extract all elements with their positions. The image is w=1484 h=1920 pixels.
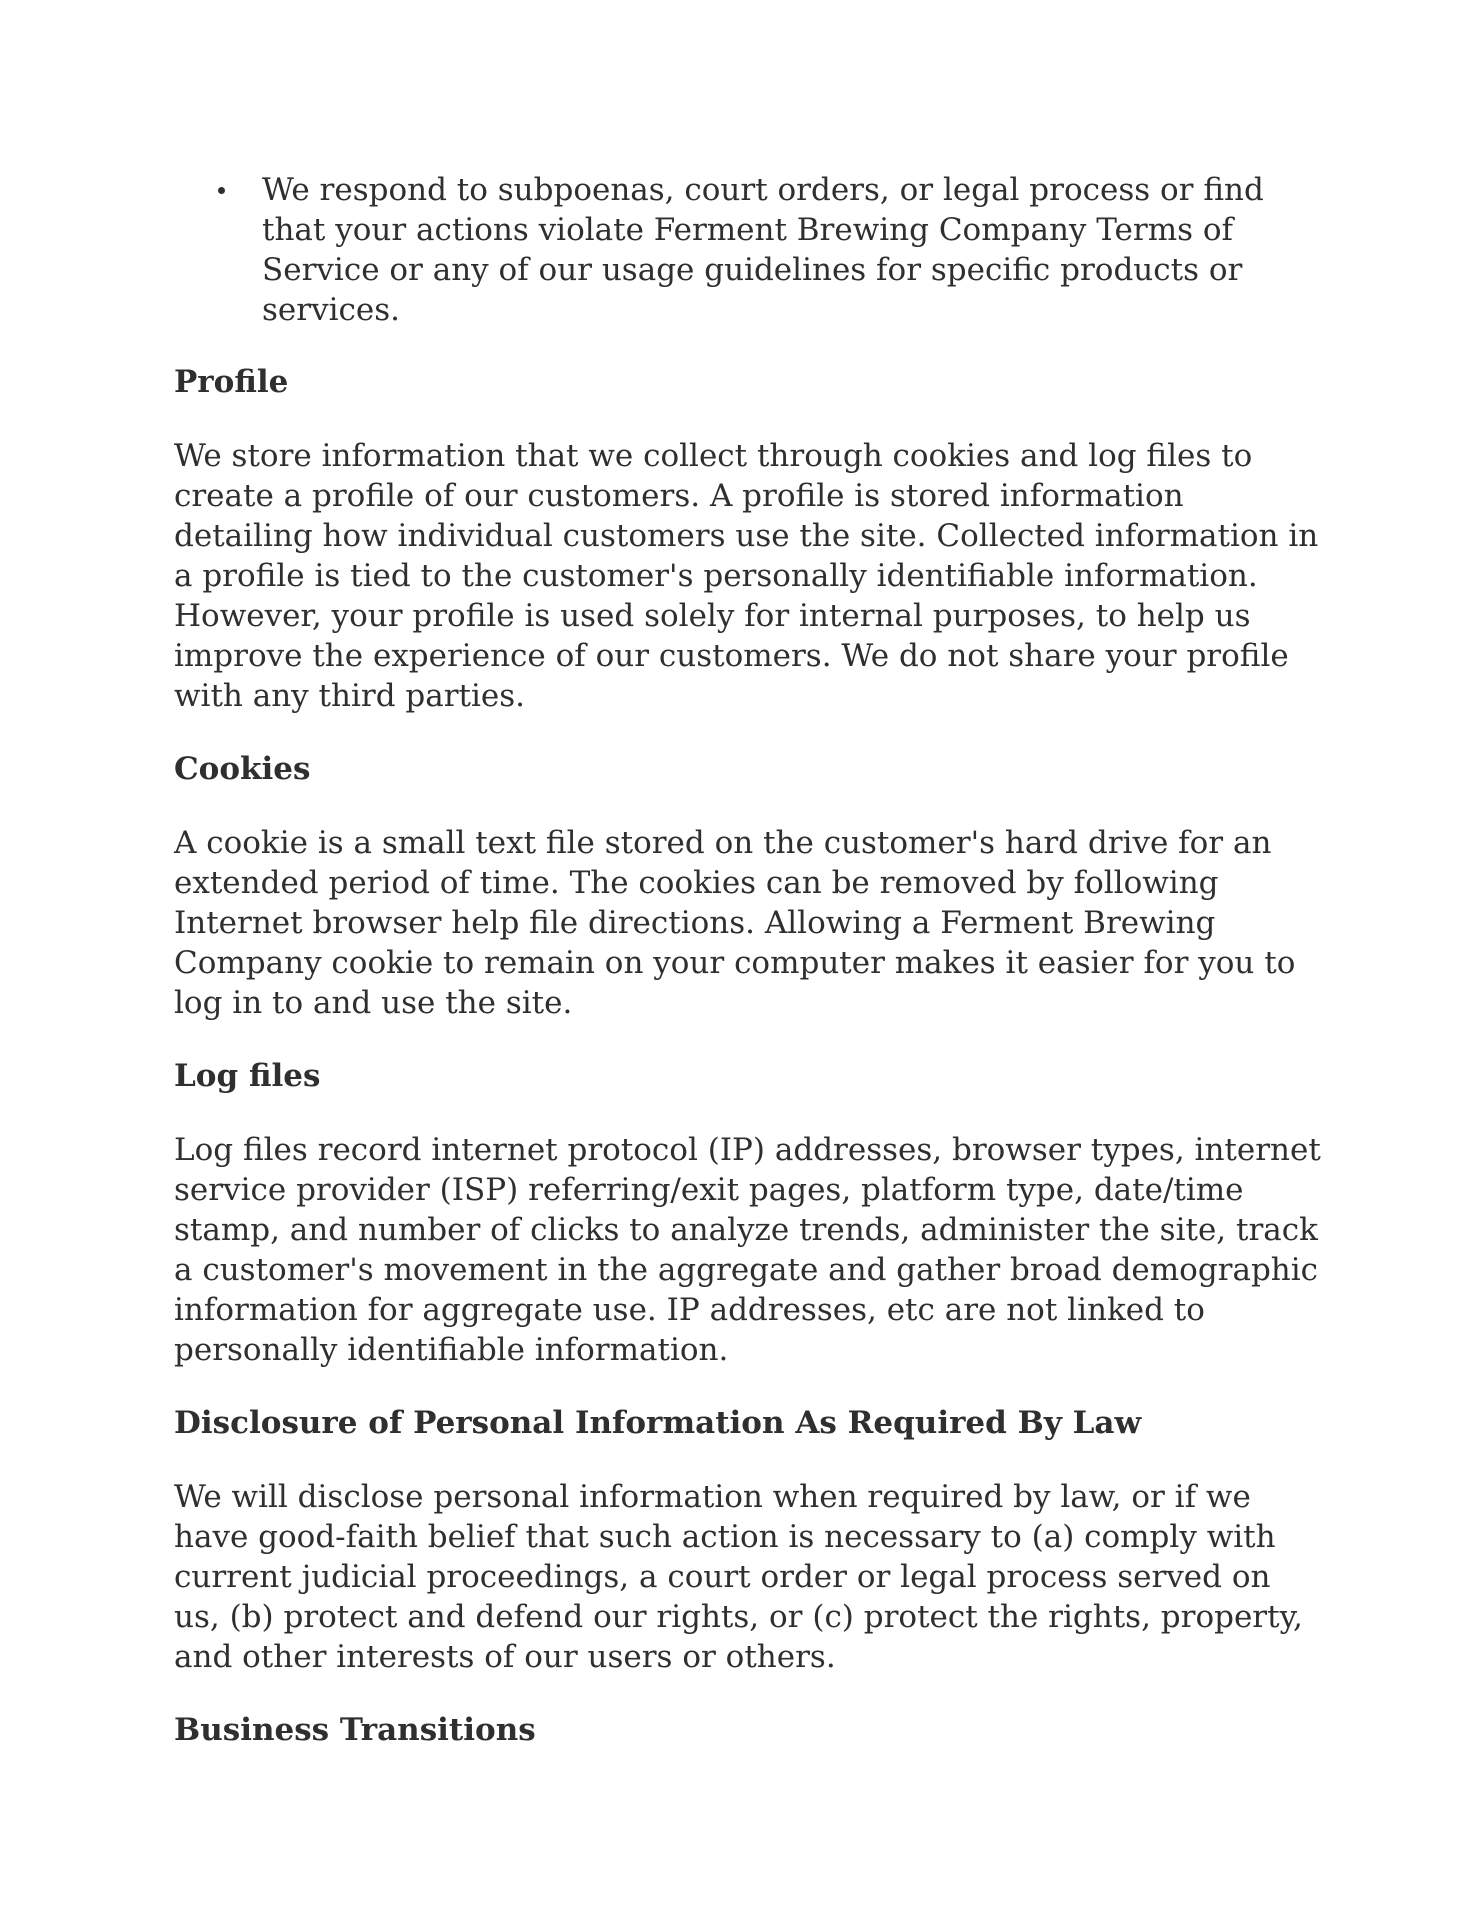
bullet-list — [174, 170, 1324, 330]
section-body-cookies: A cookie is a small text file stored on the customer's hard drive for an extended period of time. The cookies can be removed by following Internet browser help file directions. Allowing a Ferment Brewing Company cookie to remain on your computer makes it easier for you to log in to and use the site. — [174, 825, 1296, 1021]
bullet-text: We respond to subpoenas, court orders, or legal process or find that your actions violate Ferment Brewing Company Terms of Service or any of our usage guidelines for specific products or services. — [262, 172, 1264, 328]
section-heading-business-transitions: Business Transitions — [174, 1712, 536, 1748]
section-heading-log-files: Log files — [174, 1058, 321, 1094]
section-heading-profile: Profile — [174, 364, 289, 400]
list-item — [174, 170, 1324, 330]
section-heading-disclosure: Disclosure of Personal Information As Required By Law — [174, 1405, 1142, 1441]
section-body-profile: We store information that we collect through cookies and log files to create a profile of our customers. A profile is stored information detailing how individual customers use the site. Collected information in a profile is tied to the customer's personally identifiable information. However, your profile is used solely for internal purposes, to help us improve the experience of our customers. We do not share your profile with any third parties. — [174, 438, 1319, 714]
section-body-disclosure: We will disclose personal information when required by law, or if we have good-faith belief that such action is necessary to (a) comply with current judicial proceedings, a court order or legal process served on us, (b) protect and defend our rights, or (c) protect the rights, property, and other interests of our users or others. — [174, 1479, 1303, 1675]
section-body-log-files: Log files record internet protocol (IP) addresses, browser types, internet service provider (ISP) referring/exit pages, platform type, date/time stamp, and number of clicks to analyze trends, administer the site, track a customer's movement in the aggregate and gather broad demographic information for aggregate use. IP addresses, etc are not linked to personally identifiable information. — [174, 1132, 1321, 1368]
section-heading-cookies: Cookies — [174, 751, 311, 787]
bullet-dot-icon — [218, 187, 225, 194]
document-page — [174, 170, 1324, 1784]
